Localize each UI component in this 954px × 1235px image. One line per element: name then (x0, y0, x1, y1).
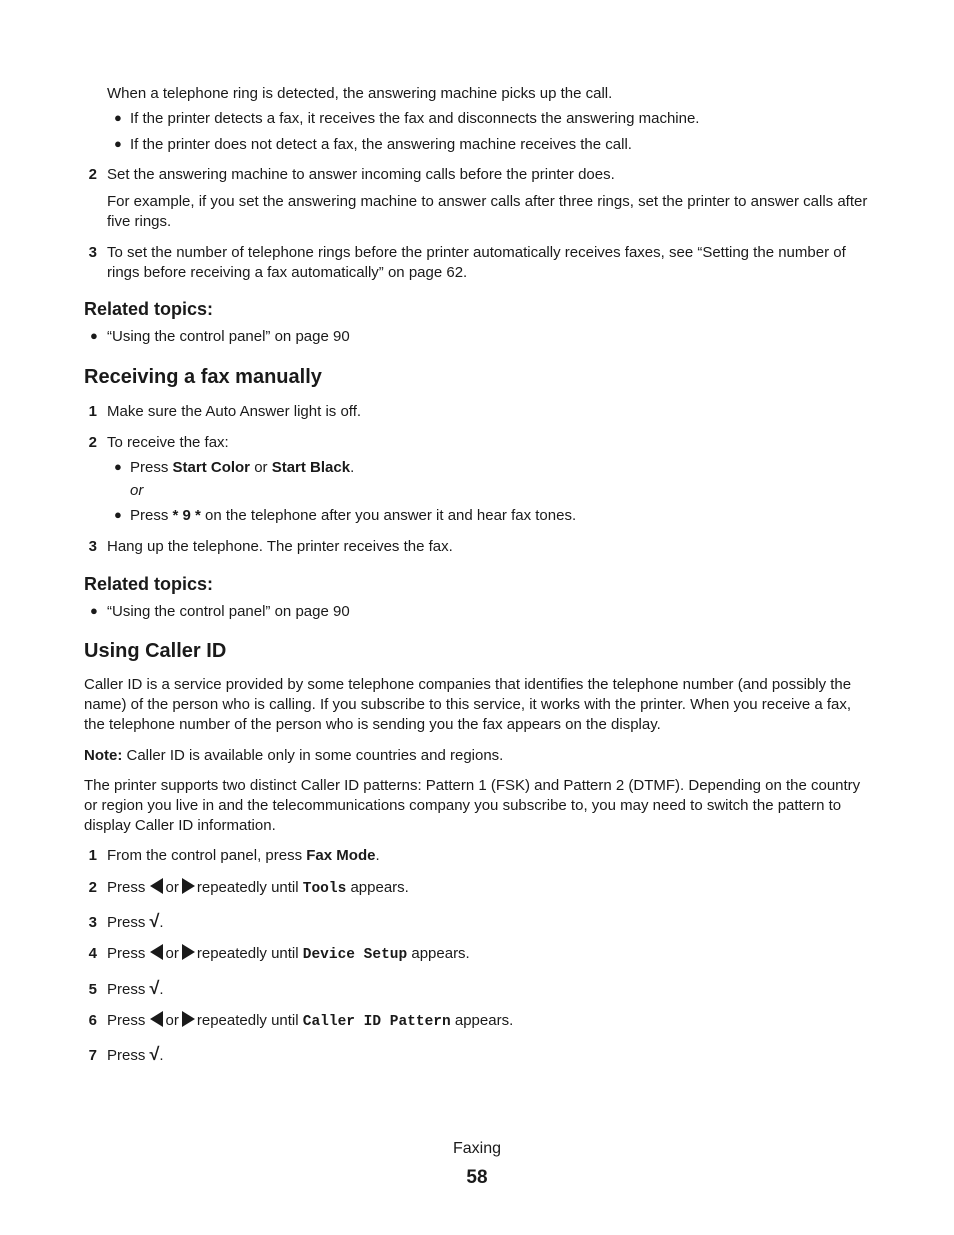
step-number: 5 (88, 981, 97, 998)
right-arrow-icon (182, 1011, 195, 1027)
bullet-icon: ● (90, 328, 98, 343)
step-text: To receive the fax: (107, 434, 229, 451)
checkmark-icon: √ (149, 911, 160, 931)
bullet-icon: ● (114, 507, 122, 522)
step-number: 2 (88, 434, 97, 451)
step-number: 3 (88, 914, 97, 931)
checkmark-icon: √ (149, 978, 160, 998)
bullet-icon: ● (114, 136, 122, 151)
step-text: Make sure the Auto Answer light is off. (107, 403, 362, 420)
step-text: Press √. (107, 978, 164, 998)
step-text: Press or repeatedly until Device Setup appears. (107, 945, 470, 963)
related-topics-heading: Related topics: (84, 299, 214, 319)
step-text: Set the answering machine to answer incoming calls before the printer does. (107, 166, 615, 183)
note: Note: Caller ID is available only in some countries and regions. (84, 747, 504, 764)
intro-line: When a telephone ring is detected, the answering machine picks up the call. (107, 85, 613, 102)
caller-id-paragraph: Caller ID is a service provided by some telephone companies that identifies the telephone number (and possibly the name) of the person who is calling. If you subscribe to this service, it works with the printer. When you receive a fax, the telephone number of the person who is sending you the fax appears on the display. (84, 676, 852, 733)
step-number: 1 (88, 847, 97, 864)
step-number: 2 (88, 166, 97, 183)
right-arrow-icon (182, 944, 195, 960)
step-number: 3 (88, 244, 97, 261)
bullet-icon: ● (114, 459, 122, 474)
bullet-icon: ● (114, 110, 122, 125)
step-text: Press or repeatedly until Caller ID Pattern appears. (107, 1012, 514, 1030)
intro-bullet-2: If the printer does not detect a fax, the answering machine receives the call. (130, 136, 632, 153)
step-text: To set the number of telephone rings before the printer automatically receives faxes, see “Setting the number of rings before receiving a fax automatically” on page 62. (107, 244, 846, 281)
step-text: Press or repeatedly until Tools appears. (107, 879, 409, 897)
step-number: 7 (88, 1047, 97, 1064)
step-number: 4 (88, 945, 97, 962)
bullet-icon: ● (90, 603, 98, 618)
step-text: Hang up the telephone. The printer receives the fax. (107, 538, 453, 555)
intro-bullet-1: If the printer detects a fax, it receives the fax and disconnects the answering machine. (130, 110, 700, 127)
caller-id-patterns-paragraph: The printer supports two distinct Caller ID patterns: Pattern 1 (FSK) and Pattern 2 (DTMF). Depending on the country or region you live in and the telecommunications company you subscribe to, you may need to switch the pattern to display Caller ID information. (84, 777, 861, 834)
bullet-start-buttons: Press Start Color or Start Black. (130, 459, 355, 476)
related-topic-link[interactable]: “Using the control panel” on page 90 (107, 603, 350, 620)
checkmark-icon: √ (149, 1044, 160, 1064)
left-arrow-icon (150, 944, 163, 960)
related-topic-link[interactable]: “Using the control panel” on page 90 (107, 328, 350, 345)
or-text: or (130, 482, 144, 499)
section-heading: Receiving a fax manually (84, 366, 322, 388)
page-number: 58 (466, 1167, 488, 1188)
step-extra: For example, if you set the answering machine to answer calls after three rings, set the printer to answer calls after five rings. (107, 193, 868, 230)
step-number: 1 (88, 403, 97, 420)
step-text: Press √. (107, 1044, 164, 1064)
related-topics-heading: Related topics: (84, 574, 214, 594)
footer-section: Faxing (452, 1140, 502, 1157)
left-arrow-icon (150, 1011, 163, 1027)
step-number: 2 (88, 879, 97, 896)
left-arrow-icon (150, 878, 163, 894)
section-heading: Using Caller ID (84, 640, 227, 662)
bullet-telephone: Press * 9 * on the telephone after you answer it and hear fax tones. (130, 507, 577, 524)
right-arrow-icon (182, 878, 195, 894)
step-text: Press √. (107, 911, 164, 931)
step-number: 6 (88, 1012, 97, 1029)
step-number: 3 (88, 538, 97, 555)
step-text: From the control panel, press Fax Mode. (107, 847, 380, 864)
